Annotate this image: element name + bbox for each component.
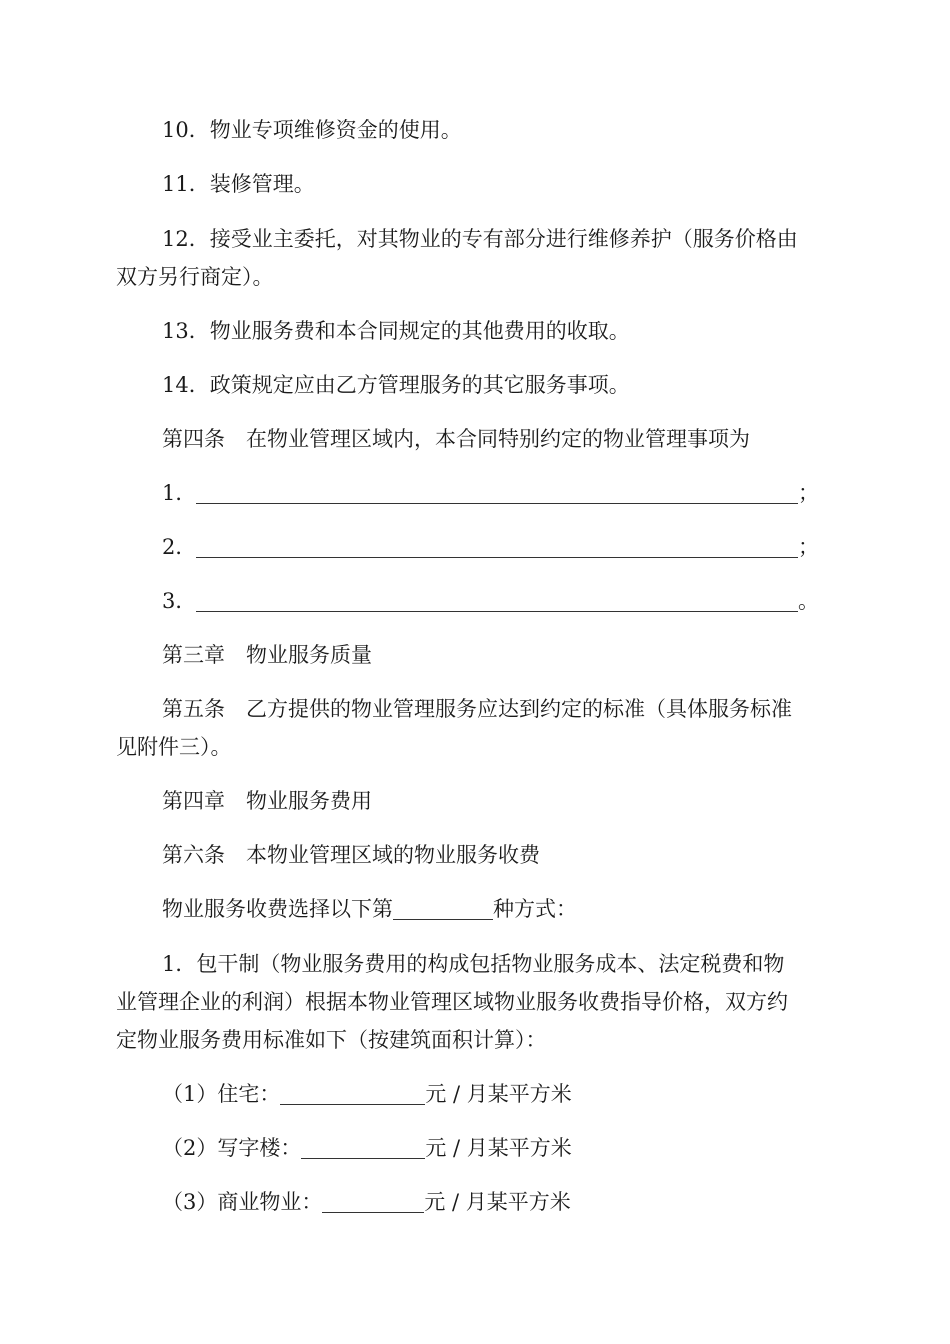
article-5-line1: 第五条 乙方提供的物业管理服务应达到约定的标准（具体服务标准 <box>162 697 792 721</box>
special-item-number: 1． <box>162 481 197 505</box>
rate-commercial <box>162 1183 882 1221</box>
special-item-end: ； <box>798 535 819 559</box>
article-4-title: 第四条 在物业管理区域内，本合同特别约定的物业管理事项为 <box>162 427 750 451</box>
item-13: 13．物业服务费和本合同规定的其他费用的收取。 <box>162 319 630 343</box>
special-item-end: ； <box>798 481 819 505</box>
rate-blank[interactable] <box>280 1082 425 1105</box>
rate-unit: 元 / 月某平方米 <box>425 1082 572 1106</box>
lump-sum-line1: 1．包干制（物业服务费用的构成包括物业服务成本、法定税费和物 <box>162 952 785 976</box>
fee-method-line <box>162 890 882 928</box>
rate-residential <box>162 1075 882 1113</box>
rate-office <box>162 1129 882 1167</box>
article-5-line2: 见附件三）。 <box>116 735 232 759</box>
special-item-number: 2． <box>162 535 197 559</box>
special-item-3 <box>162 582 882 620</box>
rate-label: （2）写字楼： <box>162 1136 302 1160</box>
chapter-4-heading: 第四章 物业服务费用 <box>162 789 372 813</box>
fee-method-prefix: 物业服务收费选择以下第 <box>162 897 393 921</box>
chapter-3-heading: 第三章 物业服务质量 <box>162 643 372 667</box>
article-6-title: 第六条 本物业管理区域的物业服务收费 <box>162 843 540 867</box>
rate-blank[interactable] <box>301 1136 425 1159</box>
item-10: 10．物业专项维修资金的使用。 <box>162 118 462 142</box>
rate-label: （1）住宅： <box>162 1082 281 1106</box>
rate-label: （3）商业物业： <box>162 1190 323 1214</box>
item-11: 11．装修管理。 <box>162 172 315 196</box>
special-item-end: 。 <box>798 589 819 613</box>
fee-method-blank[interactable] <box>393 897 493 920</box>
special-item-number: 3． <box>162 589 197 613</box>
fill-in-blank[interactable] <box>196 481 798 504</box>
special-item-1 <box>162 474 882 512</box>
fill-in-blank[interactable] <box>196 589 798 612</box>
rate-unit: 元 / 月某平方米 <box>424 1190 571 1214</box>
rate-blank[interactable] <box>322 1190 424 1213</box>
special-item-2 <box>162 528 882 566</box>
fee-method-suffix: 种方式： <box>493 897 577 921</box>
item-14: 14．政策规定应由乙方管理服务的其它服务事项。 <box>162 373 630 397</box>
lump-sum-line3: 定物业服务费用标准如下（按建筑面积计算）： <box>116 1028 547 1052</box>
fill-in-blank[interactable] <box>196 535 798 558</box>
rate-unit: 元 / 月某平方米 <box>425 1136 572 1160</box>
item-12-line2: 双方另行商定）。 <box>116 265 274 289</box>
item-12-line1: 12．接受业主委托，对其物业的专有部分进行维修养护（服务价格由 <box>162 227 798 251</box>
lump-sum-line2: 业管理企业的利润）根据本物业管理区域物业服务收费指导价格，双方约 <box>116 990 788 1014</box>
